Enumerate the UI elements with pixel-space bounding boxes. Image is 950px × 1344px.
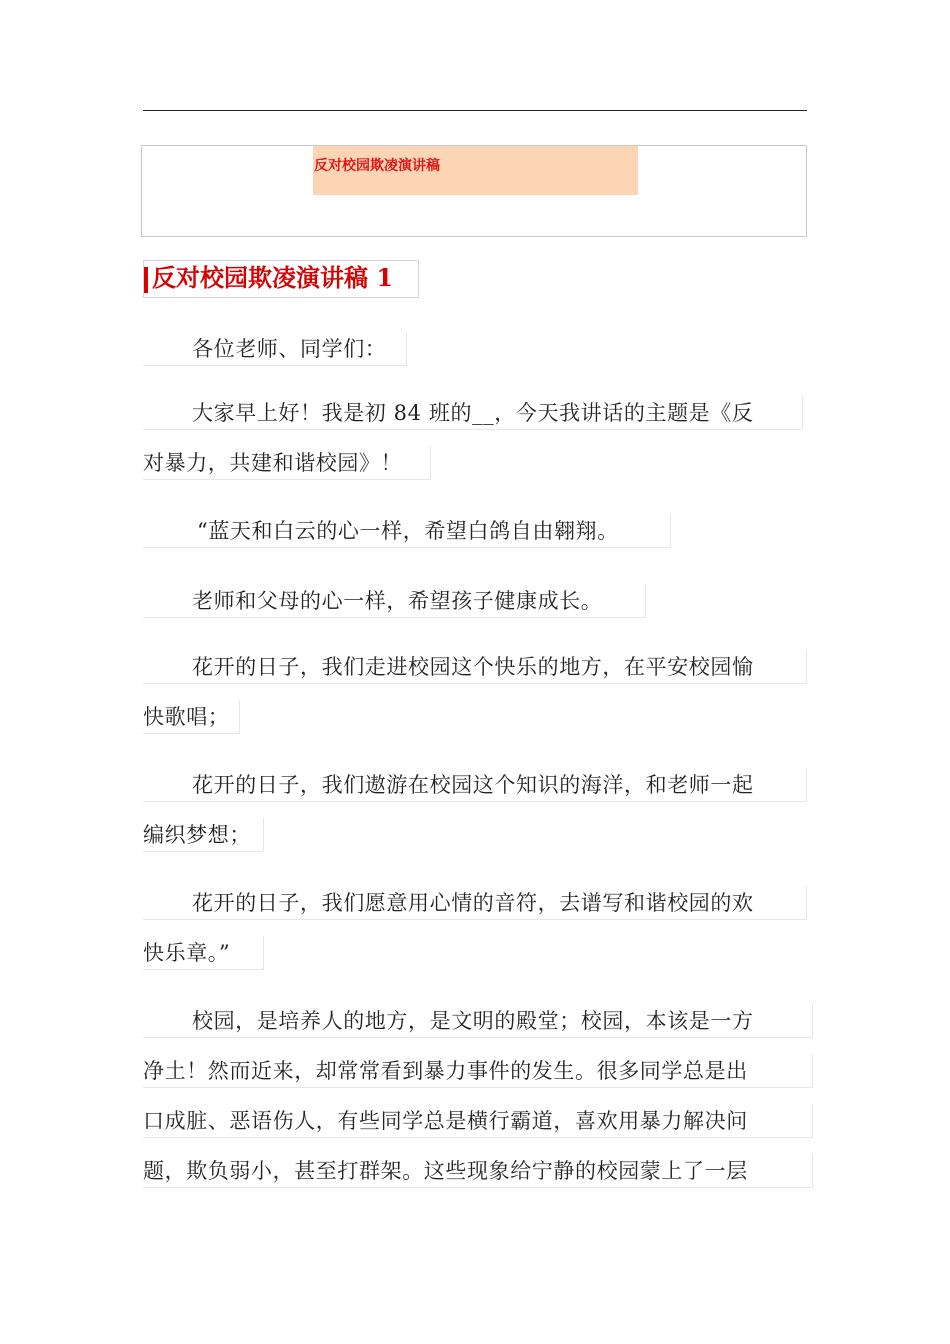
document-heading: 反对校园欺凌演讲稿 1	[143, 260, 419, 298]
text-line: 编织梦想；	[143, 818, 264, 852]
top-rule	[143, 110, 807, 111]
paragraph-poem-3	[143, 650, 807, 734]
text-line: 题，欺负弱小，甚至打群架。这些现象给宁静的校园蒙上了一层	[143, 1154, 813, 1188]
text-line: 对暴力，共建和谐校园》！	[143, 446, 431, 480]
text-line: 口成脏、恶语伤人，有些同学总是横行霸道，喜欢用暴力解决问	[143, 1104, 813, 1138]
paragraph-greeting	[143, 332, 407, 366]
text-line: 快乐章。”	[143, 936, 264, 970]
text-line: 快歌唱；	[143, 700, 240, 734]
text-line: 花开的日子，我们走进校园这个快乐的地方，在平安校园愉	[143, 650, 807, 684]
text-line: 老师和父母的心一样，希望孩子健康成长。	[143, 584, 646, 618]
text-line: 校园，是培养人的地方，是文明的殿堂；校园，本该是一方	[143, 1004, 813, 1038]
paragraph-poem-5	[143, 886, 807, 970]
paragraph-poem-4	[143, 768, 807, 852]
text-line: 大家早上好！我是初 84 班的__，今天我讲话的主题是《反	[143, 396, 803, 430]
header-box	[141, 145, 807, 237]
text-line: 净土！然而近来，却常常看到暴力事件的发生。很多同学总是出	[143, 1054, 813, 1088]
paragraph-poem-1	[143, 514, 671, 548]
text-line: 各位老师、同学们：	[143, 332, 407, 366]
header-tag: 反对校园欺凌演讲稿	[313, 146, 638, 195]
paragraph-poem-2	[143, 584, 646, 618]
paragraph-intro	[143, 396, 803, 480]
text-line: 花开的日子，我们遨游在校园这个知识的海洋，和老师一起	[143, 768, 807, 802]
text-line: 花开的日子，我们愿意用心情的音符，去谱写和谐校园的欢	[143, 886, 807, 920]
text-line: “蓝天和白云的心一样，希望白鸽自由翱翔。	[143, 514, 671, 548]
paragraph-campus	[143, 1004, 813, 1188]
